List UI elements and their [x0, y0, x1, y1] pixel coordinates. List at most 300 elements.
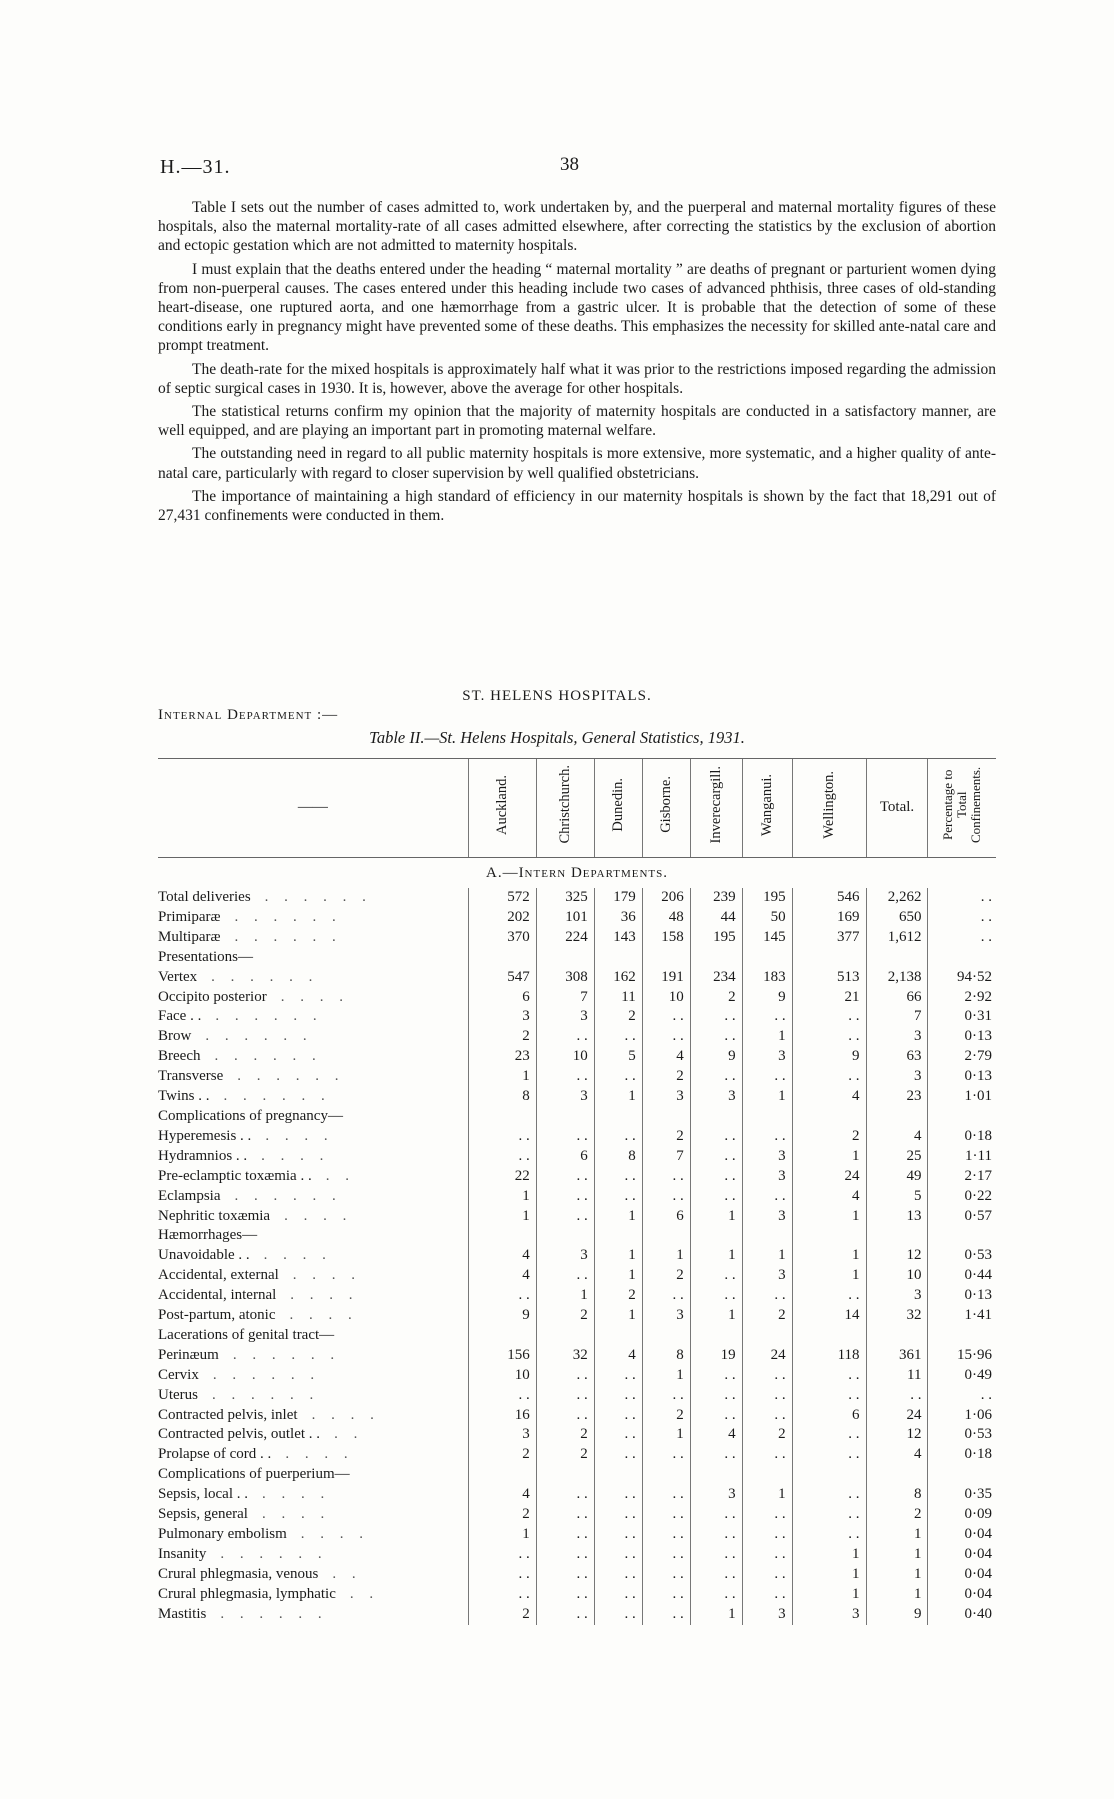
- row-label-text: Vertex: [158, 968, 198, 985]
- table-cell: 4: [866, 1445, 928, 1465]
- row-label-text: Breech: [158, 1048, 201, 1065]
- table-cell: 1: [866, 1545, 928, 1565]
- table-cell: . .: [536, 1565, 594, 1585]
- table-cell: 158: [642, 928, 690, 948]
- row-label: [158, 1107, 468, 1127]
- row-label: [158, 1047, 468, 1067]
- leader-dots: . . . .: [300, 1526, 369, 1542]
- table-cell: . .: [642, 1485, 690, 1505]
- table-cell: [742, 1326, 792, 1346]
- table-cell: 2: [468, 1605, 536, 1625]
- table-cell: 3: [742, 1147, 792, 1167]
- table-cell: [468, 948, 536, 968]
- table-cell: 169: [792, 908, 866, 928]
- table-cell: . .: [792, 1067, 866, 1087]
- table-cell: . .: [742, 1585, 792, 1605]
- table-cell: 1: [866, 1565, 928, 1585]
- table-row: [158, 1147, 996, 1167]
- table-cell: 1: [792, 1266, 866, 1286]
- table-cell: 44: [690, 908, 742, 928]
- table-cell: [792, 1465, 866, 1485]
- table-cell: 0·53: [928, 1425, 996, 1445]
- table-cell: 1: [594, 1266, 642, 1286]
- table-cell: 9: [690, 1047, 742, 1067]
- table-cell: . .: [642, 1585, 690, 1605]
- table-cell: 0·09: [928, 1505, 996, 1525]
- table-cell: 4: [468, 1266, 536, 1286]
- table-cell: . .: [536, 1067, 594, 1087]
- table-cell: 1: [742, 1485, 792, 1505]
- row-label: [158, 1306, 468, 1326]
- table-cell: . .: [642, 1167, 690, 1187]
- table-cell: [866, 1465, 928, 1485]
- table-cell: . .: [536, 1485, 594, 1505]
- col-wellington-label: Wellington.: [820, 770, 837, 839]
- table-cell: [792, 948, 866, 968]
- table-cell: 1: [594, 1087, 642, 1107]
- table-cell: [536, 948, 594, 968]
- table-cell: . .: [536, 1207, 594, 1227]
- table-cell: 1·01: [928, 1087, 996, 1107]
- table-cell: . .: [690, 1027, 742, 1047]
- table-cell: 145: [742, 928, 792, 948]
- table-cell: . .: [594, 1067, 642, 1087]
- table-cell: . .: [536, 1187, 594, 1207]
- table-row: [158, 1226, 996, 1246]
- table-cell: 1: [792, 1565, 866, 1585]
- table-cell: . .: [468, 1127, 536, 1147]
- row-label-text: Pulmonary embolism: [158, 1526, 287, 1542]
- leader-dots: . . . . . .: [214, 1048, 322, 1065]
- table-cell: 195: [742, 888, 792, 908]
- table-row: [158, 948, 996, 968]
- table-cell: 11: [594, 988, 642, 1008]
- table-cell: . .: [690, 1585, 742, 1605]
- table-cell: . .: [792, 1425, 866, 1445]
- row-label-text: Complications of puerperium—: [158, 1466, 350, 1483]
- table-cell: 24: [792, 1167, 866, 1187]
- table-row: [158, 988, 996, 1008]
- table-cell: 377: [792, 928, 866, 948]
- table-cell: . .: [742, 1187, 792, 1207]
- table-cell: 4: [468, 1485, 536, 1505]
- table-cell: 3: [468, 1425, 536, 1445]
- table-row: [158, 1565, 996, 1585]
- table-cell: 15·96: [928, 1346, 996, 1366]
- table-cell: 0·22: [928, 1187, 996, 1207]
- table-cell: . .: [594, 1425, 642, 1445]
- table-cell: 1: [594, 1246, 642, 1266]
- table-cell: 1·06: [928, 1406, 996, 1426]
- table-cell: 1: [642, 1425, 690, 1445]
- table-cell: 2: [594, 1007, 642, 1027]
- table-row: [158, 1306, 996, 1326]
- table-cell: 162: [594, 968, 642, 988]
- table-cell: 12: [866, 1425, 928, 1445]
- row-label-text: Contracted pelvis, inlet: [158, 1406, 298, 1423]
- table-cell: [594, 1326, 642, 1346]
- table-cell: 3: [536, 1007, 594, 1027]
- table-cell: . .: [536, 1167, 594, 1187]
- table-cell: 143: [594, 928, 642, 948]
- row-label-text: Hydramnios . .: [158, 1147, 248, 1164]
- table-row: [158, 1007, 996, 1027]
- table-cell: [468, 1326, 536, 1346]
- row-label-text: Lacerations of genital tract—: [158, 1326, 335, 1343]
- table-cell: [468, 1465, 536, 1485]
- table-cell: [742, 1465, 792, 1485]
- leader-dots: . . . . . .: [212, 1366, 321, 1383]
- table-cell: 1: [642, 1366, 690, 1386]
- table-cell: 1: [536, 1286, 594, 1306]
- paragraph-3: The death-rate for the mixed hospitals is approximately half what it was prior to the restrictions imposed regarding the admission of septic surgical cases in 1930. It is, however, above the average for other hospitals.: [158, 360, 996, 397]
- row-label: [158, 1505, 468, 1525]
- row-label-text: Unavoidable . .: [158, 1247, 250, 1264]
- table-cell: . .: [792, 1445, 866, 1465]
- table-cell: . .: [742, 1545, 792, 1565]
- table-cell: . .: [594, 1127, 642, 1147]
- table-cell: . .: [690, 1445, 742, 1465]
- subheading-row: [158, 858, 996, 889]
- table-cell: 2·79: [928, 1047, 996, 1067]
- table-cell: 1: [594, 1207, 642, 1227]
- col-dunedin: [594, 759, 642, 858]
- row-label: [158, 1565, 468, 1585]
- row-label-text: Primiparæ: [158, 908, 221, 925]
- table-cell: 10: [642, 988, 690, 1008]
- table-row: [158, 1485, 996, 1505]
- statistics-table: [158, 758, 996, 1625]
- table-cell: . .: [642, 1545, 690, 1565]
- table-cell: 1: [468, 1207, 536, 1227]
- row-label: [158, 1266, 468, 1286]
- table-cell: 4: [642, 1047, 690, 1067]
- table-cell: 3: [468, 1007, 536, 1027]
- leader-dots: . . . . . .: [220, 1605, 328, 1622]
- leader-dots: . . . .: [284, 1207, 353, 1224]
- table-cell: 2: [742, 1306, 792, 1326]
- table-row: [158, 1107, 996, 1127]
- leader-dots: . .: [349, 1585, 380, 1602]
- table-cell: . .: [742, 1406, 792, 1426]
- table-cell: . .: [642, 1187, 690, 1207]
- col-percentage-label: Percentage to Total Confinements.: [940, 766, 984, 843]
- row-label: [158, 1386, 468, 1406]
- table-row: [158, 1127, 996, 1147]
- table-cell: . .: [594, 1187, 642, 1207]
- leader-dots: . . . . . .: [211, 968, 319, 985]
- table-cell: 32: [536, 1346, 594, 1366]
- row-label-text: Occipito posterior: [158, 988, 267, 1005]
- table-cell: . .: [642, 1386, 690, 1406]
- table-cell: . .: [690, 1167, 742, 1187]
- col-wanganui: [742, 759, 792, 858]
- table-cell: 1,612: [866, 928, 928, 948]
- paragraph-1: Table I sets out the number of cases admitted to, work undertaken by, and the puerperal and maternal mortality figures of these hospitals, also the maternal mortality-rate of all cases admitted elsewhere, after correcting the statistics by the exclusion of abortion and ectopic gestation which are not admitted to maternity hospitals.: [158, 199, 996, 255]
- table-cell: . .: [742, 1127, 792, 1147]
- table-cell: 3: [742, 1605, 792, 1625]
- leader-dots: . . . . . .: [205, 1028, 313, 1045]
- table-cell: 3: [642, 1087, 690, 1107]
- table-cell: 14: [792, 1306, 866, 1326]
- table-cell: 2: [690, 988, 742, 1008]
- leader-dots: . . . . . .: [223, 1088, 331, 1105]
- table-cell: . .: [468, 1386, 536, 1406]
- table-cell: 94·52: [928, 968, 996, 988]
- row-label-text: Perinæum: [158, 1346, 219, 1363]
- row-label-text: Hyperemesis . .: [158, 1127, 252, 1144]
- table-cell: [928, 1107, 996, 1127]
- row-label: [158, 1167, 468, 1187]
- table-cell: 19: [690, 1346, 742, 1366]
- col-wanganui-label: Wanganui.: [758, 773, 775, 836]
- table-cell: . .: [642, 1007, 690, 1027]
- table-cell: 2: [642, 1127, 690, 1147]
- leader-dots: . . . .: [261, 1147, 330, 1164]
- table-cell: . .: [536, 1127, 594, 1147]
- table-row: [158, 1585, 996, 1605]
- table-cell: 1: [742, 1246, 792, 1266]
- table-cell: 7: [536, 988, 594, 1008]
- row-label-text: Insanity: [158, 1545, 207, 1562]
- table-row: [158, 1406, 996, 1426]
- table-cell: 3: [742, 1207, 792, 1227]
- table-row: [158, 1167, 996, 1187]
- row-label: [158, 1007, 468, 1027]
- leader-dots: . . . . . .: [234, 908, 342, 925]
- row-label-text: Crural phlegmasia, lymphatic: [158, 1585, 336, 1602]
- table-cell: 2: [642, 1266, 690, 1286]
- table-cell: . .: [536, 1585, 594, 1605]
- table-row: [158, 1087, 996, 1107]
- table-cell: 2: [468, 1027, 536, 1047]
- row-label-text: Sepsis, local . .: [158, 1486, 248, 1503]
- table-cell: . .: [792, 1027, 866, 1047]
- table-cell: 3: [742, 1167, 792, 1187]
- table-row: [158, 1545, 996, 1565]
- table-cell: 1: [594, 1306, 642, 1326]
- table-cell: 1: [792, 1545, 866, 1565]
- leader-dots: . . . . . .: [215, 1008, 323, 1025]
- table-cell: 1: [742, 1087, 792, 1107]
- table-cell: 0·18: [928, 1127, 996, 1147]
- row-label: [158, 1545, 468, 1565]
- table-cell: 2: [468, 1505, 536, 1525]
- row-label: [158, 1246, 468, 1266]
- table-cell: . .: [690, 1505, 742, 1525]
- table-cell: 48: [642, 908, 690, 928]
- row-label-text: Presentations—: [158, 948, 253, 965]
- table-cell: 195: [690, 928, 742, 948]
- table-cell: 1: [690, 1306, 742, 1326]
- table-cell: . .: [742, 1386, 792, 1406]
- table-cell: 2·17: [928, 1167, 996, 1187]
- col-invercargill: [690, 759, 742, 858]
- table-cell: 1: [468, 1187, 536, 1207]
- table-cell: [792, 1326, 866, 1346]
- table-cell: 0·57: [928, 1207, 996, 1227]
- table-cell: . .: [690, 1187, 742, 1207]
- table-cell: 24: [742, 1346, 792, 1366]
- row-label: [158, 1326, 468, 1346]
- table-cell: 2: [536, 1445, 594, 1465]
- table-cell: [866, 1226, 928, 1246]
- table-cell: 4: [792, 1187, 866, 1207]
- row-label-text: Sepsis, general: [158, 1506, 248, 1523]
- table-cell: 3: [536, 1087, 594, 1107]
- leader-dots: . . . . . .: [237, 1068, 345, 1085]
- leader-dots: . . . . . .: [212, 1386, 320, 1403]
- table-cell: 1: [792, 1147, 866, 1167]
- table-cell: 32: [866, 1306, 928, 1326]
- table-cell: . .: [594, 1545, 642, 1565]
- table-row: [158, 1246, 996, 1266]
- table-cell: [594, 1226, 642, 1246]
- table-cell: [642, 948, 690, 968]
- col-christchurch: [536, 759, 594, 858]
- table-cell: . .: [792, 1286, 866, 1306]
- table-cell: . .: [690, 1525, 742, 1545]
- col-dunedin-label: Dunedin.: [609, 777, 626, 832]
- table-cell: . .: [594, 1565, 642, 1585]
- row-label-text: Complications of pregnancy—: [158, 1107, 343, 1124]
- table-row: [158, 1425, 996, 1445]
- table-cell: . .: [742, 1445, 792, 1465]
- column-header-row: [158, 759, 996, 858]
- leader-dots: . . . .: [261, 1506, 331, 1523]
- table-cell: 1: [792, 1246, 866, 1266]
- table-cell: [742, 1107, 792, 1127]
- table-cell: 1: [642, 1246, 690, 1266]
- row-label-text: Hæmorrhages—: [158, 1227, 258, 1244]
- table-cell: 8: [468, 1087, 536, 1107]
- leader-dots: . .: [325, 1167, 355, 1184]
- table-cell: 2·92: [928, 988, 996, 1008]
- row-label: [158, 1406, 468, 1426]
- table-cell: 4: [866, 1127, 928, 1147]
- table-cell: . .: [742, 1366, 792, 1386]
- report-reference: H.—31.: [160, 156, 231, 178]
- table-cell: 3: [690, 1485, 742, 1505]
- department-heading: Internal Department :—: [158, 707, 339, 723]
- row-label-text: Face . .: [158, 1008, 202, 1025]
- table-row: [158, 888, 996, 908]
- table-cell: . .: [642, 1286, 690, 1306]
- leader-dots: . . . . . .: [232, 1346, 341, 1363]
- table-cell: [690, 1107, 742, 1127]
- table-cell: 6: [468, 988, 536, 1008]
- table-cell: 4: [468, 1246, 536, 1266]
- leader-dots: . . . . . .: [264, 889, 372, 905]
- table-cell: [928, 948, 996, 968]
- leader-dots: . . . .: [285, 1446, 354, 1463]
- table-cell: 0·53: [928, 1246, 996, 1266]
- table-cell: . .: [536, 1266, 594, 1286]
- table-cell: 49: [866, 1167, 928, 1187]
- table-row: [158, 1505, 996, 1525]
- paragraph-6: The importance of maintaining a high standard of efficiency in our maternity hospitals is shown by the fact that 18,291 out of 27,431 confinements were conducted in them.: [158, 487, 996, 525]
- table-cell: . .: [690, 1007, 742, 1027]
- col-wellington: [792, 759, 866, 858]
- leader-dots: . . . .: [265, 1127, 334, 1144]
- table-row: [158, 928, 996, 948]
- paragraph-2: I must explain that the deaths entered under the heading “ maternal mortality ” are deaths of pregnant or parturient women dying from non-puerperal causes. The cases entered under this heading include two cases of advanced phthisis, three cases of old-standing heart-disease, one ruptured aorta, and one hæmorrhage from a gastric ulcer. It is probable that the detection of some of these conditions early in pregnancy might have prevented some of these deaths. This emphasizes the necessity for skilled ante-natal care and prompt treatment.: [158, 260, 996, 355]
- leader-dots: . . . .: [280, 988, 349, 1005]
- row-label: [158, 1445, 468, 1465]
- table-cell: 202: [468, 908, 536, 928]
- paragraph-5: The outstanding need in regard to all public maternity hospitals is more extensive, more systematic, and a higher quality of ante-natal care, particularly with regard to closer supervision by well qualified obstetricians.: [158, 445, 996, 482]
- table-cell: 0·35: [928, 1485, 996, 1505]
- table-row: [158, 1386, 996, 1406]
- table-cell: 63: [866, 1047, 928, 1067]
- table-cell: 3: [866, 1286, 928, 1306]
- table-cell: 1: [866, 1525, 928, 1545]
- table-cell: . .: [742, 1505, 792, 1525]
- col-gisborne: [642, 759, 690, 858]
- table-row: [158, 1465, 996, 1485]
- row-label: [158, 1087, 468, 1107]
- table-row: [158, 1207, 996, 1227]
- table-cell: 2: [594, 1286, 642, 1306]
- table-cell: . .: [536, 1525, 594, 1545]
- table-cell: . .: [594, 1406, 642, 1426]
- table-cell: 9: [792, 1047, 866, 1067]
- row-label-text: Transverse: [158, 1068, 224, 1085]
- row-label: [158, 928, 468, 948]
- table-row: [158, 1525, 996, 1545]
- row-label: [158, 908, 468, 928]
- paragraph-4: The statistical returns confirm my opinion that the majority of maternity hospitals are conducted in a satisfactory manner, are well equipped, and are playing an important part in promoting maternal welfare.: [158, 403, 996, 440]
- table-cell: [468, 1107, 536, 1127]
- table-cell: 3: [536, 1246, 594, 1266]
- table-cell: [866, 1107, 928, 1127]
- table-cell: 239: [690, 888, 742, 908]
- table-cell: . .: [866, 1386, 928, 1406]
- table-cell: 3: [690, 1087, 742, 1107]
- table-cell: 5: [866, 1187, 928, 1207]
- table-cell: . .: [468, 1147, 536, 1167]
- row-label: [158, 1465, 468, 1485]
- row-label: [158, 888, 468, 908]
- table-cell: 10: [468, 1366, 536, 1386]
- table-cell: [690, 948, 742, 968]
- row-label-text: Mastitis: [158, 1605, 207, 1622]
- table-cell: 21: [792, 988, 866, 1008]
- leader-dots: . . . .: [311, 1406, 380, 1423]
- table-cell: 1·11: [928, 1147, 996, 1167]
- table-row: [158, 1346, 996, 1366]
- table-cell: . .: [690, 1406, 742, 1426]
- table-cell: 1: [690, 1246, 742, 1266]
- row-label: [158, 948, 468, 968]
- col-total-label: Total.: [879, 799, 915, 816]
- table-cell: 0·13: [928, 1286, 996, 1306]
- row-label-text: Uterus: [158, 1386, 198, 1403]
- row-label: [158, 1286, 468, 1306]
- table-cell: 9: [742, 988, 792, 1008]
- table-cell: 0·13: [928, 1027, 996, 1047]
- table-cell: 0·04: [928, 1545, 996, 1565]
- leader-dots: . . . .: [290, 1287, 359, 1304]
- page-number: 38: [560, 154, 579, 175]
- table-cell: . .: [536, 1505, 594, 1525]
- table-cell: . .: [594, 1027, 642, 1047]
- table-cell: 12: [866, 1246, 928, 1266]
- table-cell: [792, 1107, 866, 1127]
- table-cell: 2: [866, 1505, 928, 1525]
- subheading: A.—Intern Departments.: [485, 865, 669, 881]
- table-cell: 16: [468, 1406, 536, 1426]
